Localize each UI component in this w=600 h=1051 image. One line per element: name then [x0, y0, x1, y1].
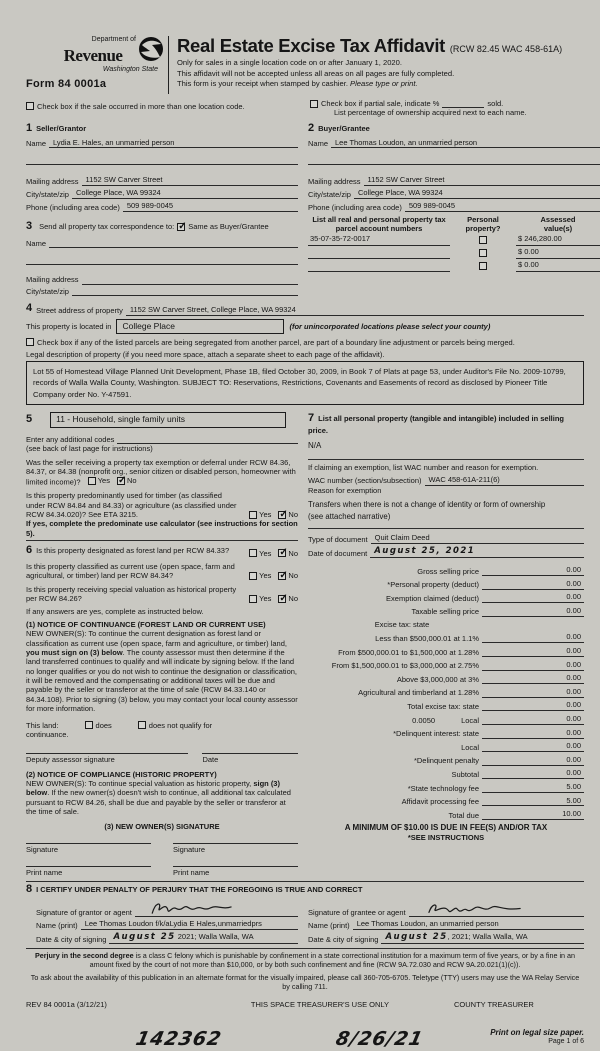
grantor-signature-field[interactable] — [135, 900, 298, 917]
owner-print-name-field-2[interactable]: Print name — [173, 866, 298, 877]
current-use-no-checkbox[interactable] — [278, 572, 286, 580]
tax-value-personal[interactable]: 0.00 — [538, 579, 584, 590]
excise-tax-state-heading: Excise tax: state — [374, 620, 430, 630]
type-of-document-field[interactable]: Quit Claim Deed — [371, 533, 584, 544]
buyer-mailing-label: Mailing address — [308, 176, 361, 186]
page-indicator: Page 1 of 6 — [548, 1037, 584, 1045]
does-checkbox[interactable] — [85, 721, 93, 729]
tax-value-delinquent-penalty[interactable]: 0.00 — [538, 755, 584, 766]
seller-mailing-field[interactable]: 1152 SW Carver Street — [82, 175, 298, 186]
seller-phone-label: Phone (including area code) — [26, 202, 120, 212]
exemption-no-checkbox[interactable] — [117, 477, 125, 485]
same-as-buyer-checkbox[interactable] — [177, 223, 185, 231]
current-use-question: Is this property classified as current use (open space, farm and agricultural, or timber) land per RCW 84.34? Yes ✓ No — [26, 562, 298, 581]
deputy-date-field[interactable]: Date — [202, 753, 298, 764]
assessed-value-field-1[interactable]: $ 246,280.00 — [516, 233, 600, 246]
grantor-date-label: Date & city of signing — [36, 934, 107, 944]
tax-label-subtotal: Subtotal — [451, 769, 479, 779]
tax-label-gross: Gross selling price — [417, 566, 479, 576]
timber-question: Is this property predominantly used for timber (as classified under RCW 84.84 and 84.33) or agriculture (as classified under RCW 84.34.020)? See ETA 3215. Yes ✓ No — [26, 491, 298, 519]
form-title: Real Estate Excise Tax Affidavit (RCW 82.45 WAC 458-61A) — [177, 35, 563, 56]
section8-heading: 8 I CERTIFY UNDER PENALTY OF PERJURY THAT THE FOREGOING IS TRUE AND CORRECT — [26, 882, 363, 895]
dept-of-label: Department of — [91, 36, 136, 43]
tax-label-processing-fee: Affidavit processing fee — [401, 797, 479, 807]
exemption-question: Was the seller receiving a property tax exemption or deferral under RCW 84.36, 84.37, or 84.38 (nonprofit org., senior citizen or disabled person, homeowner with limited income)? Yes ✓ No — [26, 458, 298, 488]
assessed-value-field-3[interactable]: $ 0.00 — [516, 259, 600, 272]
legal-description-label: Legal description of property (if you need more space, attach a separate sheet to each page of the affidavit). — [26, 349, 385, 359]
partial-sale-checkbox[interactable] — [310, 100, 318, 108]
notice2-title: (2) NOTICE OF COMPLIANCE (HISTORIC PROPERTY) — [26, 769, 217, 779]
property-code-field[interactable]: 11 - Household, single family units — [50, 412, 286, 428]
section2-heading: 2 Buyer/Grantee — [308, 121, 370, 134]
street-address-field[interactable]: 1152 SW Carver Street, College Place, WA 99324 — [126, 305, 584, 316]
corr-mailing-field[interactable] — [82, 283, 298, 285]
does-not-checkbox[interactable] — [138, 721, 146, 729]
reason-for-exemption-label: Reason for exemption — [308, 485, 382, 495]
forest-yes-checkbox[interactable] — [249, 549, 257, 557]
washington-state-label: Washington State — [102, 66, 158, 73]
owner-signature-field-2[interactable]: Signature — [173, 843, 298, 854]
personal-property-checkbox-2[interactable] — [479, 249, 487, 257]
tax-value-tier4[interactable]: 0.00 — [538, 673, 584, 684]
corr-name-field[interactable] — [49, 247, 298, 249]
buyer-city-label: City/state/zip — [308, 189, 351, 199]
personal-property-checkbox-3[interactable] — [479, 262, 487, 270]
subtitle-3: This form is your receipt when stamped by cashier. Please type or print. — [177, 79, 418, 89]
tax-label-tier4: Above $3,000,000 at 3% — [396, 674, 479, 684]
parcel-table — [308, 216, 600, 272]
tax-value-tier2[interactable]: 0.00 — [538, 646, 584, 657]
type-of-document-label: Type of document — [308, 534, 368, 544]
treasurer-stamp-number: 142362 — [133, 1027, 224, 1050]
alt-format-notice: To ask about the availability of this publication in an alternate format for the visually impaired, please call 360-705-6705. Teletype (TTY) users may use the WA Relay Service by calling 711. — [30, 973, 580, 992]
county-treasurer-label: COUNTY TREASURER — [454, 1000, 534, 1010]
tax-label-taxable: Taxable selling price — [411, 607, 479, 617]
partial-sale-percent-field[interactable] — [442, 99, 484, 108]
grantee-name-field[interactable]: Lee Thomas Loudon, an unmarried person — [353, 919, 584, 930]
perjury-notice: Perjury in the second degree is a class C felony which is punishable by confinement in a state correctional institution for a maximum term of five years, or by a fine in an amount fixed by the court of not more than $10,000, or by both such confinement and fine (RCW 9A.72.030 and RCW 9A.20.021(1)(c)). — [34, 951, 576, 970]
grantee-signature-label: Signature of grantee or agent — [308, 907, 406, 917]
additional-codes-note: (see back of last page for instructions) — [26, 444, 153, 454]
seller-name-field[interactable]: Lydia E. Hales, an unmarried person — [49, 138, 298, 149]
tax-label-agricultural: Agricultural and timberland at 1.28% — [358, 688, 479, 698]
grantee-signature-field[interactable] — [409, 900, 584, 917]
personal-property-checkbox-1[interactable] — [479, 236, 487, 244]
timber-no-checkbox[interactable] — [278, 511, 286, 519]
historic-yes-checkbox[interactable] — [249, 595, 257, 603]
buyer-name-label: Name — [308, 139, 329, 148]
parcel-col1-header: List all real and personal property tax parcel account numbers — [312, 215, 446, 233]
exemption-instruction: If claiming an exemption, list WAC number and reason for exemption. — [308, 463, 539, 473]
wac-number-label: WAC number (section/subsection) — [308, 476, 422, 486]
header-divider — [168, 36, 169, 94]
forest-no-checkbox[interactable] — [278, 549, 286, 557]
tax-label-tier2: From $500,000.01 to $1,500,000 at 1.28% — [338, 647, 479, 657]
subtitle-2: This affidavit will not be accepted unless all areas on all pages are fully completed. — [177, 68, 455, 78]
if-yes-note: If any answers are yes, complete as instructed below. — [26, 607, 204, 617]
tax-value-delinquent-interest-local[interactable]: 0.00 — [538, 741, 584, 752]
buyer-mailing-field[interactable]: 1152 SW Carver Street — [364, 175, 600, 186]
grantee-date-field[interactable]: August 25, 2021; Walla Walla, WA — [381, 932, 584, 944]
treasurer-space-label: THIS SPACE TREASURER'S USE ONLY — [250, 1000, 390, 1010]
tax-label-tier1: Less than $500,000.01 at 1.1% — [375, 633, 479, 643]
seller-name-field-2[interactable] — [26, 156, 298, 165]
grantor-signature-image — [139, 900, 249, 917]
grantee-date-label: Date & city of signing — [308, 934, 379, 944]
form-number: Form 84 0001a — [26, 77, 107, 90]
additional-codes-label: Enter any additional codes — [26, 434, 115, 444]
tax-value-delinquent-interest-state[interactable]: 0.00 — [538, 728, 584, 739]
section5-number: 5 — [26, 413, 33, 426]
exemption-yes-checkbox[interactable] — [88, 477, 96, 485]
deputy-assessor-signature-field[interactable]: Deputy assessor signature — [26, 753, 188, 764]
seller-city-field[interactable]: College Place, WA 99324 — [72, 188, 298, 199]
rev-form-number: REV 84 0001a (3/12/21) — [26, 1000, 107, 1010]
historic-question: Is this property receiving special valuation as historical property per RCW 84.26? Yes ✓ No — [26, 585, 298, 604]
section7-heading: 7 List all personal property (tangible and intangible) included in selling price. — [308, 412, 564, 435]
tax-value-total-state[interactable]: 0.00 — [538, 700, 584, 711]
continuance-label: continuance. — [26, 729, 69, 739]
tax-value-subtotal[interactable]: 0.00 — [538, 768, 584, 779]
notice1-body: NEW OWNER(S): To continue the current designation as forest land or classification as current use (open space, farm and agriculture, or timber) land, you must sign on (3) below. The county assessor must then determine if the land transferred continues to qualify and will indicate by signing below. If the land no longer qualifies or you do not wish to continue the designation or classification, it will be removed and the compensating or additional taxes will be due and payable by the seller or transferor at the time of sale (RCW 84.33.140 or 84.34.108). Prior to signing (3) below, you may contact your local county assessor for more information. — [26, 629, 298, 714]
tax-label-local: Local — [461, 715, 479, 725]
tax-label-tier3: From $1,500,000.01 to $3,000,000 at 2.75% — [331, 661, 479, 671]
date-of-document-field[interactable]: August 25, 2021 — [370, 546, 584, 558]
section3-heading: 3 Send all property tax correspondence to: ✓ Same as Buyer/Grantee — [26, 220, 298, 234]
multi-location-label: Check box if the sale occurred in more than one location code. — [37, 102, 245, 111]
corr-mailing-label: Mailing address — [26, 275, 79, 285]
reason-line-2: (see attached narrative) — [308, 511, 391, 521]
partial-sale-note: List percentage of ownership acquired next to each name. — [334, 108, 527, 118]
tax-label-delinquent-interest-state: *Delinquent interest: state — [393, 729, 479, 739]
form-header — [26, 34, 584, 94]
tax-value-processing-fee[interactable]: 5.00 — [538, 796, 584, 807]
revenue-wordmark: Revenue — [63, 45, 123, 65]
seller-name-label: Name — [26, 139, 47, 148]
timber-note: If yes, complete the predominate use calculator (see instructions for section 5). — [26, 519, 298, 538]
forest-land-question: 6 Is this property designated as forest land per RCW 84.33? Yes ✓ No — [26, 544, 298, 558]
grantee-name-label: Name (print) — [308, 920, 350, 930]
partial-sale-label: Check box if partial sale, indicate % — [321, 99, 440, 108]
multi-location-checkbox[interactable] — [26, 102, 34, 110]
dor-logo-icon — [138, 36, 164, 64]
notice1-title: (1) NOTICE OF CONTINUANCE (FOREST LAND OR CURRENT USE) — [26, 619, 266, 629]
dor-logo-block — [26, 34, 164, 92]
rcw-reference: (RCW 82.45 WAC 458-61A) — [449, 44, 563, 54]
tax-label-personal: *Personal property (deduct) — [387, 580, 479, 590]
seller-phone-field[interactable]: 509 989-0045 — [123, 201, 298, 212]
tax-value-gross[interactable]: 0.00 — [538, 565, 584, 576]
assessed-value-field-2[interactable]: $ 0.00 — [516, 246, 600, 259]
tax-value-exemption[interactable]: 0.00 — [538, 592, 584, 603]
treasurer-stamp-date: 8/26/21 — [334, 1027, 426, 1050]
owner-signature-field-1[interactable]: Signature — [26, 843, 151, 854]
historic-no-checkbox[interactable] — [278, 595, 286, 603]
parcel-number-field-2[interactable] — [308, 246, 450, 259]
grantee-signature-image — [413, 900, 533, 917]
seller-city-label: City/state/zip — [26, 189, 69, 199]
corr-name-field-2[interactable] — [26, 256, 298, 265]
current-use-yes-checkbox[interactable] — [249, 572, 257, 580]
tax-label-total-due: Total due — [448, 810, 479, 820]
minimum-due-note: A MINIMUM OF $10.00 IS DUE IN FEE(S) AND/OR TAX — [344, 823, 548, 833]
section1-heading: 1 Seller/Grantor — [26, 121, 87, 134]
parcel-col3-header: Assessed value(s) — [540, 215, 576, 233]
grantor-name-field[interactable]: Lee Thomas Loudon f/k/aLydia E Hales,unmarriedprs — [81, 919, 298, 930]
located-in-field[interactable]: College Place — [116, 319, 284, 335]
located-in-note: (for unincorporated locations please select your county) — [289, 321, 491, 331]
tax-label-delinquent-penalty: *Delinquent penalty — [413, 756, 479, 766]
street-address-label: Street address of property — [36, 306, 123, 316]
partial-sale-sold-label: sold. — [487, 99, 504, 108]
see-instructions-note: *SEE INSTRUCTIONS — [407, 833, 485, 843]
tax-label-technology-fee: *State technology fee — [407, 783, 479, 793]
tax-value-total-due[interactable]: 10.00 — [538, 809, 584, 820]
tax-label-delinquent-interest-local: Local — [461, 742, 479, 752]
parcel-number-field-3[interactable] — [308, 259, 450, 272]
parcel-col2-header: Personal property? — [465, 215, 501, 233]
corr-name-label: Name — [26, 238, 47, 248]
section4-number: 4 — [26, 301, 33, 314]
notice2-body: NEW OWNER(S): To continue special valuation as historic property, sign (3) below. If the new owner(s) doesn't wish to continue, all additional tax calculated pursuant to RCW 84.26, shall be due and payable by the seller or transferor at the time of sale. — [26, 779, 291, 817]
same-as-buyer-label: Same as Buyer/Grantee — [188, 222, 269, 232]
buyer-name-field[interactable]: Lee Thomas Loudon, an unmarried person — [331, 138, 600, 149]
date-of-document-label: Date of document — [308, 549, 368, 559]
reason-line-1: Transfers when there is not a change of identity or form of ownership — [308, 499, 546, 509]
segregated-label: Check box if any of the listed parcels are being segregated from another parcel, are part of a boundary line adjustment or parcels being merged. — [37, 338, 515, 348]
corr-city-label: City/state/zip — [26, 286, 69, 296]
tax-value-agricultural[interactable]: 0.00 — [538, 687, 584, 698]
tax-value-technology-fee[interactable]: 5.00 — [538, 782, 584, 793]
corr-city-field[interactable] — [72, 294, 298, 296]
segregated-checkbox[interactable] — [26, 338, 34, 346]
tax-value-taxable[interactable]: 0.00 — [538, 606, 584, 617]
owner-print-name-field-1[interactable]: Print name — [26, 866, 151, 877]
subtitle-1: Only for sales in a single location code on or after January 1, 2020. — [177, 58, 402, 68]
personal-property-field[interactable]: N/A — [308, 441, 322, 451]
grantor-signature-label: Signature of grantor or agent — [36, 907, 132, 917]
buyer-city-field[interactable]: College Place, WA 99324 — [354, 188, 600, 199]
buyer-name-field-2[interactable] — [308, 156, 600, 165]
buyer-phone-label: Phone (including area code) — [308, 202, 402, 212]
timber-yes-checkbox[interactable] — [249, 511, 257, 519]
parcel-number-field-1[interactable]: 35-07-35-72-0017 — [308, 233, 450, 246]
new-owners-signature-title: (3) NEW OWNER(S) SIGNATURE — [104, 821, 220, 831]
tax-value-tier3[interactable]: 0.00 — [538, 660, 584, 671]
buyer-phone-field[interactable]: 509 989-0045 — [405, 201, 600, 212]
tax-label-exemption: Exemption claimed (deduct) — [386, 593, 479, 603]
this-land-row: This land: does does not qualify for — [26, 720, 213, 730]
grantor-date-field[interactable]: August 25 2021; Walla Walla, WA — [109, 932, 298, 944]
tax-label-total-state: Total excise tax: state — [407, 701, 479, 711]
tax-value-local[interactable]: 0.00 — [538, 714, 584, 725]
seller-mailing-label: Mailing address — [26, 176, 79, 186]
print-legal-note: Print on legal size paper. — [490, 1027, 584, 1037]
located-in-label: This property is located in — [26, 321, 112, 331]
tax-value-tier1[interactable]: 0.00 — [538, 632, 584, 643]
wac-number-field[interactable]: WAC 458-61A-211(6) — [425, 475, 584, 486]
local-rate: 0.0050 — [412, 715, 436, 725]
excise-tax-table — [308, 562, 584, 820]
grantor-name-label: Name (print) — [36, 920, 78, 930]
legal-description-field[interactable]: Lot 55 of Homestead Village Planned Unit Development, Phase 1B, filed October 30, 2009, in Book 7 of Plats at page 53, under Auditor's File No. 2009-10799, records of Walla Walla County, Washington. SUBJECT TO: Reservations, Restrictions, Covenants and Easements of record as disclosed by Pioneer Title Company order No. Y-47591. — [26, 361, 584, 405]
